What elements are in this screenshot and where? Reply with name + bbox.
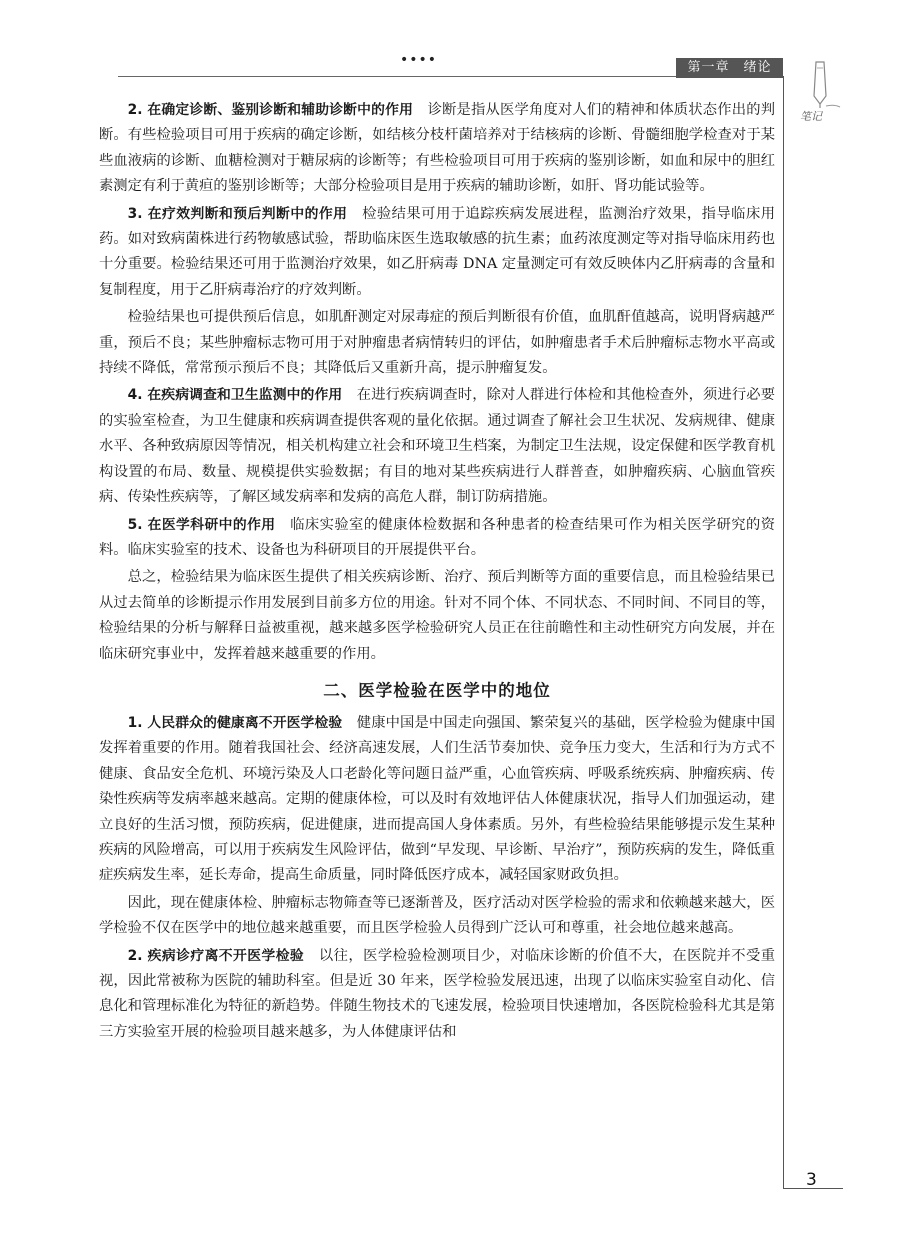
paragraph-text: 在进行疾病调查时，除对人群进行体检和其他检查外，须进行必要的实验室检查，为卫生健康和疾病调查提供客观的量化依据。通过调查了解社会卫生状况、发病规律、健康水平、各种致病原因等情况，相关机构建立社会和环境卫生档案，为制定卫生法规，设定保健和医学教育机构设置的布局、数量、规模提供实验数据；有目的地对某些疾病进行人群普查，如肿瘤疾病、心脑血管疾病、传染性疾病等，了解区域发病率和发病的高危人群，制订防病措施。 — [99, 387, 776, 506]
paragraph-heading: 5. 在医学科研中的作用 — [127, 516, 276, 533]
margin-note-label: 笔记 — [800, 110, 822, 123]
pen-icon — [808, 60, 842, 110]
margin-rule — [783, 76, 784, 1188]
paragraph-survey — [99, 383, 775, 510]
paragraph-text: 健康中国是中国走向强国、繁荣复兴的基础，医学检验为健康中国发挥着重要的作用。随着我国社会、经济高速发展，人们生活节奏加快、竞争压力变大，生活和行为方式不健康、食品安全危机、环境污染及人口老龄化等问题日益严重，心血管疾病、呼吸系统疾病、肿瘤疾病、传染性疾病等发病率越来越高。定期的健康体检，可以及时有效地评估人体健康状况，指导人们加强运动，建立良好的生活习惯，预防疾病，促进健康，进而提高国人身体素质。另外，有些检验结果能够提示发生某种疾病的风险增高，可以用于疾病发生风险评估，做到“早发现、早诊断、早治疗”，预防疾病的发生，降低重症疾病发生率，延长寿命，提高生命质量，同时降低医疗成本，减轻国家财政负担。 — [99, 714, 776, 884]
paragraph-clinical — [99, 944, 775, 1046]
paragraph-text: 临床实验室的健康体检数据和各种患者的检查结果可作为相关医学研究的资料。临床实验室的技术、设备也为科研项目的开展提供平台。 — [99, 516, 776, 558]
paragraph-text: 因此，现在健康体检、肿瘤标志物筛查等已逐渐普及，医疗活动对医学检验的需求和依赖越来越大，医学检验不仅在医学中的地位越来越重要，而且医学检验人员得到广泛认可和尊重，社会地位越来越高。 — [99, 894, 775, 937]
paragraph-diagnosis — [99, 98, 775, 200]
paragraph-text: 诊断是指从医学角度对人们的精神和体质状态作出的判断。有些检验项目可用于疾病的确定诊断，如结核分枝杆菌培养对于结核病的诊断、骨髓细胞学检查对于某些血液病的诊断、血糖检测对于糖尿病的诊断等；有些检验项目可用于疾病的鉴别诊断，如血和尿中的胆红素测定有利于黄疸的鉴别诊断等；大部分检验项目是用于疾病的辅助诊断，如肝、肾功能试验等。 — [99, 102, 775, 195]
paragraph-heading: 4. 在疾病调查和卫生监测中的作用 — [127, 387, 343, 404]
paragraph-public-health — [99, 711, 775, 889]
paragraph-efficacy — [99, 202, 775, 304]
paragraph-research — [99, 513, 775, 564]
paragraph-text: 以往，医学检验检测项目少，对临床诊断的价值不大，在医院并不受重视，因此常被称为医院的辅助科室。但是近 30 年来，医学检验发展迅速，出现了以临床实验室自动化、信息化和管理标准化为特征的新趋势。伴随生物技术的飞速发展，检验项目快速增加，各医院检验科尤其是第三方实验室开展的检验项目越来越多，为人体健康评估和 — [99, 947, 776, 1040]
paragraph-text: 总之，检验结果为临床医生提供了相关疾病诊断、治疗、预后判断等方面的重要信息，而且检验结果已从过去简单的诊断提示作用发展到目前多方位的用途。针对不同个体、不同状态、不同时间、不同目的等，检验结果的分析与解释日益被重视，越来越多医学检验研究人员正在往前瞻性和主动性研究方向发展，并在临床研究事业中，发挥着越来越重要的作用。 — [99, 569, 775, 662]
chapter-label: 第一章 绪论 — [676, 58, 783, 78]
paragraph-heading: 3. 在疗效判断和预后判断中的作用 — [127, 205, 348, 222]
paragraph-text: 检验结果可用于追踪疾病发展进程，监测治疗效果，指导临床用药。如对致病菌株进行药物敏感试验，帮助临床医生选取敏感的抗生素；血药浓度测定等对指导临床用药也十分重要。检验结果还可用于监测治疗效果，如乙肝病毒 DNA 定量测定可有效反映体内乙肝病毒的含量和复制程度，用于乙肝病毒治疗的疗效判断。 — [99, 205, 775, 298]
paragraph-status — [99, 891, 775, 942]
section-title: 二、医学检验在医学中的地位 — [323, 680, 551, 700]
page-body — [99, 98, 775, 1047]
page-number: 3 — [806, 1170, 817, 1190]
paragraph-heading: 2. 疾病诊疗离不开医学检验 — [127, 947, 305, 964]
paragraph-prognosis — [99, 305, 775, 381]
paragraph-text: 检验结果也可提供预后信息，如肌酐测定对尿毒症的预后判断很有价值，血肌酐值越高，说明肾病越严重，预后不良；某些肿瘤标志物可用于对肿瘤患者病情转归的评估，如肿瘤患者手术后肿瘤标志物水平高或持续不降低，常常预示预后不良；其降低后又重新升高，提示肿瘤复发。 — [99, 309, 775, 377]
header-dots: •••• — [400, 52, 438, 68]
paragraph-heading: 1. 人民群众的健康离不开医学检验 — [127, 714, 343, 731]
paragraph-heading: 2. 在确定诊断、鉴别诊断和辅助诊断中的作用 — [127, 102, 414, 118]
paragraph-summary — [99, 565, 775, 667]
